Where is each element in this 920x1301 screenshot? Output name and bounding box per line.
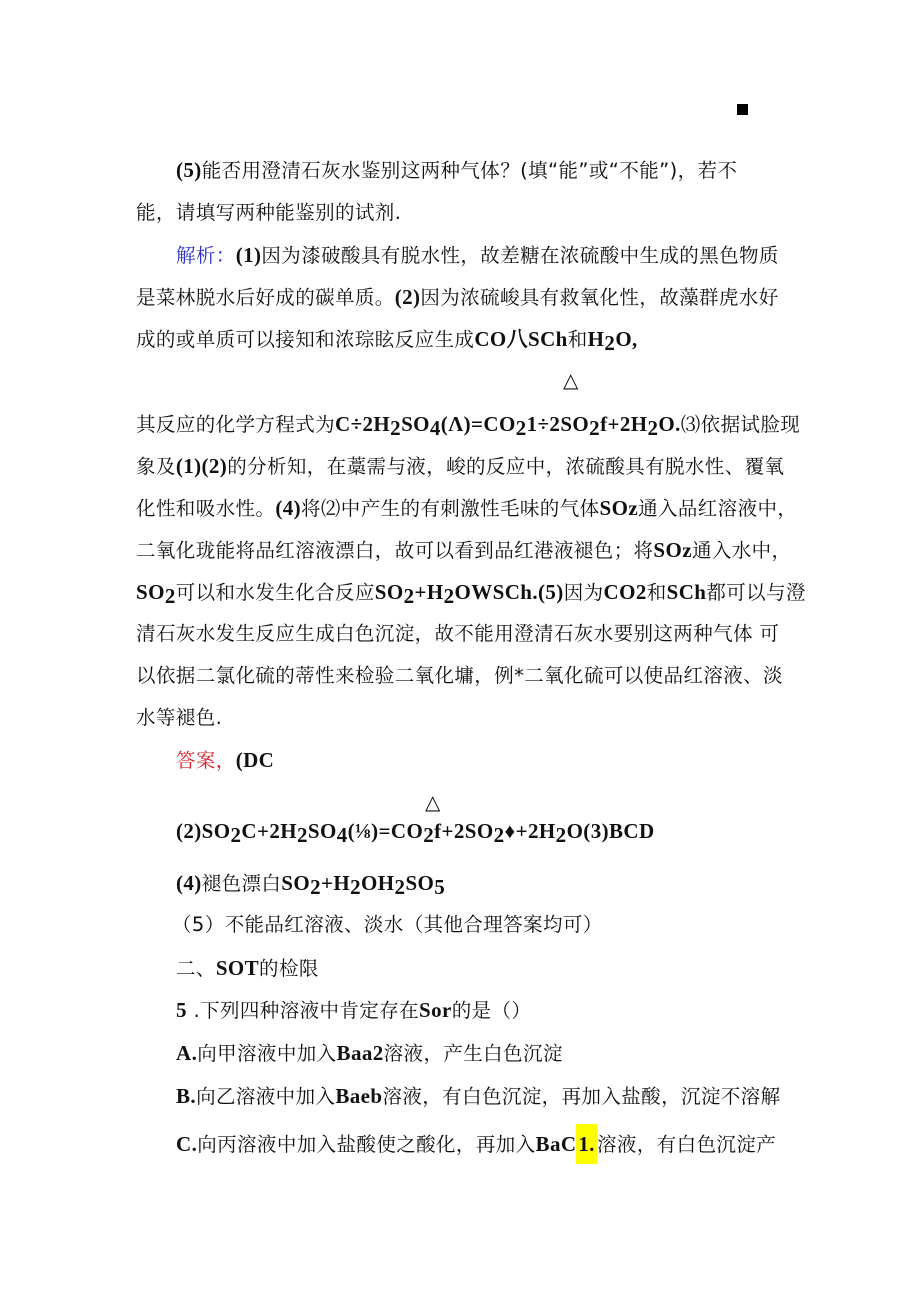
highlighted-text: 1. [576,1124,597,1164]
option-b: B.向乙溶液中加入Baeb溶液，有白色沉淀，再加入盐酸，沉淀不溶解 [176,1084,781,1108]
analysis-line-8: $SO_2$可以和水发生化合反应$SO_2+H_2OWSCh.(5)$因为CO2和SCh都可以与澄 [136,580,806,608]
option-c: C.向丙溶液中加入盐酸使之酸化，再加入BaC1. 溶液，有白色沉淀产 [176,1124,776,1164]
analysis-line-6: 化性和吸水性。(4)将⑵中产生的有刺激性毛味的气体SOz通入品红溶液中， [136,496,798,520]
section-2-heading: 二、SOT的检限 [176,956,319,980]
analysis-line-7: 二氧化珑能将品红溶液漂白，故可以看到品红港液褪色；将SOz通入水中， [136,538,792,562]
analysis-line-4: 其反应的化学方程式为$C\div 2H_2SO_4(\Lambda)=CO_21\div 2SO_2f+2H_2O.⑶$依据试脸现 [136,412,801,440]
heat-triangle-symbol: △ [563,368,579,392]
answer-label: 答案， [176,749,236,772]
analysis-label: 解析： [176,244,236,267]
analysis-line-1: 解析：(1)因为漆破酸具有脱水性，故差糖在浓硫酸中生成的黑色物质 [176,243,779,267]
answer-line-4: （5）不能品红溶液、淡水（其他合理答案均可） [172,913,603,936]
analysis-line-9: 清石灰水发生反应生成白色沉淀，故不能用澄清石灰水要别这两种气体 可 [136,622,780,645]
answer-line-2: $(2)SO_2C+2H_2SO_4(\frac{1}{8})=CO_2f+2SO_2♦+2H_2O(3)BCD$ [176,819,655,847]
answer-line-1: 答案，(DC [176,748,275,772]
analysis-line-5: 象及(1)(2)的分析知，在藁需与液，峻的反应中，浓硫酸具有脱水性、覆氧 [136,454,785,478]
analysis-line-2: 是菜林脱水后好成的碳单质。(2)因为浓硫峻具有救氧化性，故藻群虎水好 [136,285,779,309]
analysis-line-11: 水等褪色. [136,706,223,729]
heat-triangle-symbol-answer: △ [425,790,441,814]
corner-square-mark [737,104,748,115]
option-a: A.向甲溶液中加入Baa2溶液，产生白色沉淀 [176,1041,563,1065]
question-5b-stem: 5 .下列四种溶液中肯定存在Sor的是（） [176,998,532,1022]
question-5-line-2: 能，请填写两种能鉴别的试剂. [136,201,402,224]
answer-line-3: (4)褪色漂白$SO_2+H_2OH_2SO_5$ [176,871,446,899]
analysis-line-3: 成的或单质可以接知和浓琮眩反应生成CO八SCh和$H_2O$, [136,327,638,355]
analysis-line-10: 以依据二氯化硫的蒂性来检验二氧化墉，例*二氧化硫可以使品红溶液、淡 [136,664,783,687]
question-5-line-1: (5)能否用澄清石灰水鉴别这两种气体？(填“能”或“不能”)，若不 [176,158,738,182]
